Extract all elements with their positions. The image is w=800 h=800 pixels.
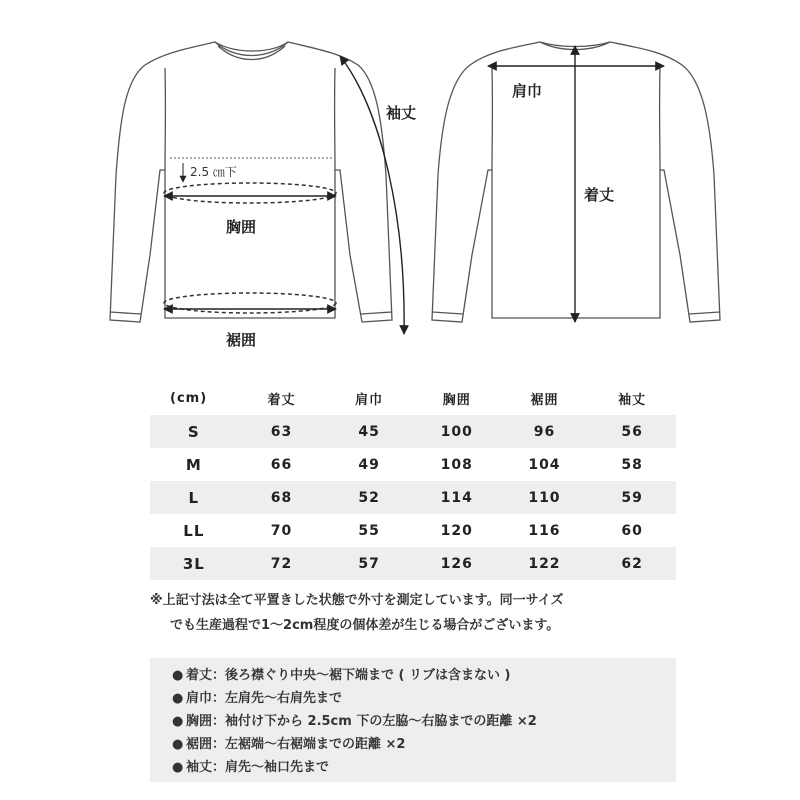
definition-text: 着丈：後ろ襟ぐり中央〜裾下端まで ( リブは含まない )	[186, 668, 511, 683]
table-cell: 120	[440, 522, 473, 539]
table-cell: 62	[588, 547, 676, 580]
sleeve-arrow	[340, 56, 404, 334]
length-header: 着丈	[267, 392, 296, 408]
definition-text: 胸囲：袖付け下から 2.5cm 下の左脇〜右脇までの距離 ×2	[186, 714, 537, 729]
table-cell: 49	[358, 456, 380, 473]
table-row	[150, 547, 676, 580]
measurement-definitions	[150, 658, 676, 782]
note-line: でも生産過程で1〜2cm程度の個体差が生じる場合がございます。	[170, 618, 560, 633]
table-cell: 110	[501, 481, 589, 514]
definition-item	[172, 710, 676, 733]
definition-item	[172, 664, 676, 687]
definition-text: 裾囲：左裾端〜右裾端までの距離 ×2	[186, 737, 406, 752]
table-cell: 104	[528, 456, 561, 473]
bullet-icon: ●	[172, 760, 184, 775]
unit-header: (cm)	[170, 390, 208, 406]
note-line: ※上記寸法は全て平置きした状態で外寸を測定しています。同一サイズ	[150, 593, 564, 608]
definition-item	[172, 687, 676, 710]
table-row	[150, 481, 676, 514]
bullet-icon: ●	[172, 714, 184, 729]
table-cell: 63	[238, 415, 326, 448]
table-cell: 60	[621, 522, 643, 539]
front-shirt-outline	[110, 42, 392, 322]
size-cell: LL	[183, 521, 205, 540]
back-shirt-outline	[432, 42, 720, 322]
table-row	[150, 415, 676, 448]
table-cell: 56	[588, 415, 676, 448]
table-cell: 66	[270, 456, 293, 473]
shoulder-label: 肩巾	[512, 82, 543, 100]
table-cell: 52	[325, 481, 413, 514]
table-cell: 114	[413, 481, 501, 514]
chest-offset-note: 2.5 ㎝下	[190, 165, 237, 179]
table-cell: 96	[501, 415, 589, 448]
table-cell: 100	[413, 415, 501, 448]
size-cell: L	[150, 481, 238, 514]
table-header-row	[150, 381, 676, 415]
table-cell: 57	[325, 547, 413, 580]
definition-text: 袖丈：肩先〜袖口先まで	[186, 760, 330, 775]
measurement-note	[150, 588, 690, 638]
chest-label: 胸囲	[226, 218, 257, 236]
definition-text: 肩巾：左肩先〜右肩先まで	[186, 691, 343, 706]
table-cell: 70	[270, 522, 293, 539]
size-cell: S	[150, 415, 238, 448]
sleeve-label: 袖丈	[386, 104, 417, 122]
table-cell: 55	[358, 522, 380, 539]
hem-label: 裾囲	[226, 331, 257, 349]
table-cell: 59	[588, 481, 676, 514]
sleeve-header: 袖丈	[618, 392, 647, 408]
shoulder-header: 肩巾	[355, 392, 384, 408]
definition-item	[172, 733, 676, 756]
table-cell: 58	[621, 456, 643, 473]
table-row	[150, 514, 676, 547]
table-cell: 122	[501, 547, 589, 580]
definition-item	[172, 756, 676, 779]
bullet-icon: ●	[172, 668, 184, 683]
table-cell: 126	[413, 547, 501, 580]
table-cell: 72	[238, 547, 326, 580]
table-row	[150, 448, 676, 481]
size-cell: 3L	[150, 547, 238, 580]
length-label: 着丈	[584, 186, 615, 204]
hem-header: 裾囲	[530, 392, 559, 408]
chest-header: 胸囲	[442, 392, 471, 408]
size-diagram	[0, 0, 800, 360]
size-cell: M	[185, 455, 202, 474]
table-cell: 68	[238, 481, 326, 514]
bullet-icon: ●	[172, 691, 184, 706]
table-cell: 45	[325, 415, 413, 448]
bullet-icon: ●	[172, 737, 184, 752]
table-cell: 108	[440, 456, 473, 473]
table-cell: 116	[528, 522, 561, 539]
size-table	[150, 381, 676, 580]
